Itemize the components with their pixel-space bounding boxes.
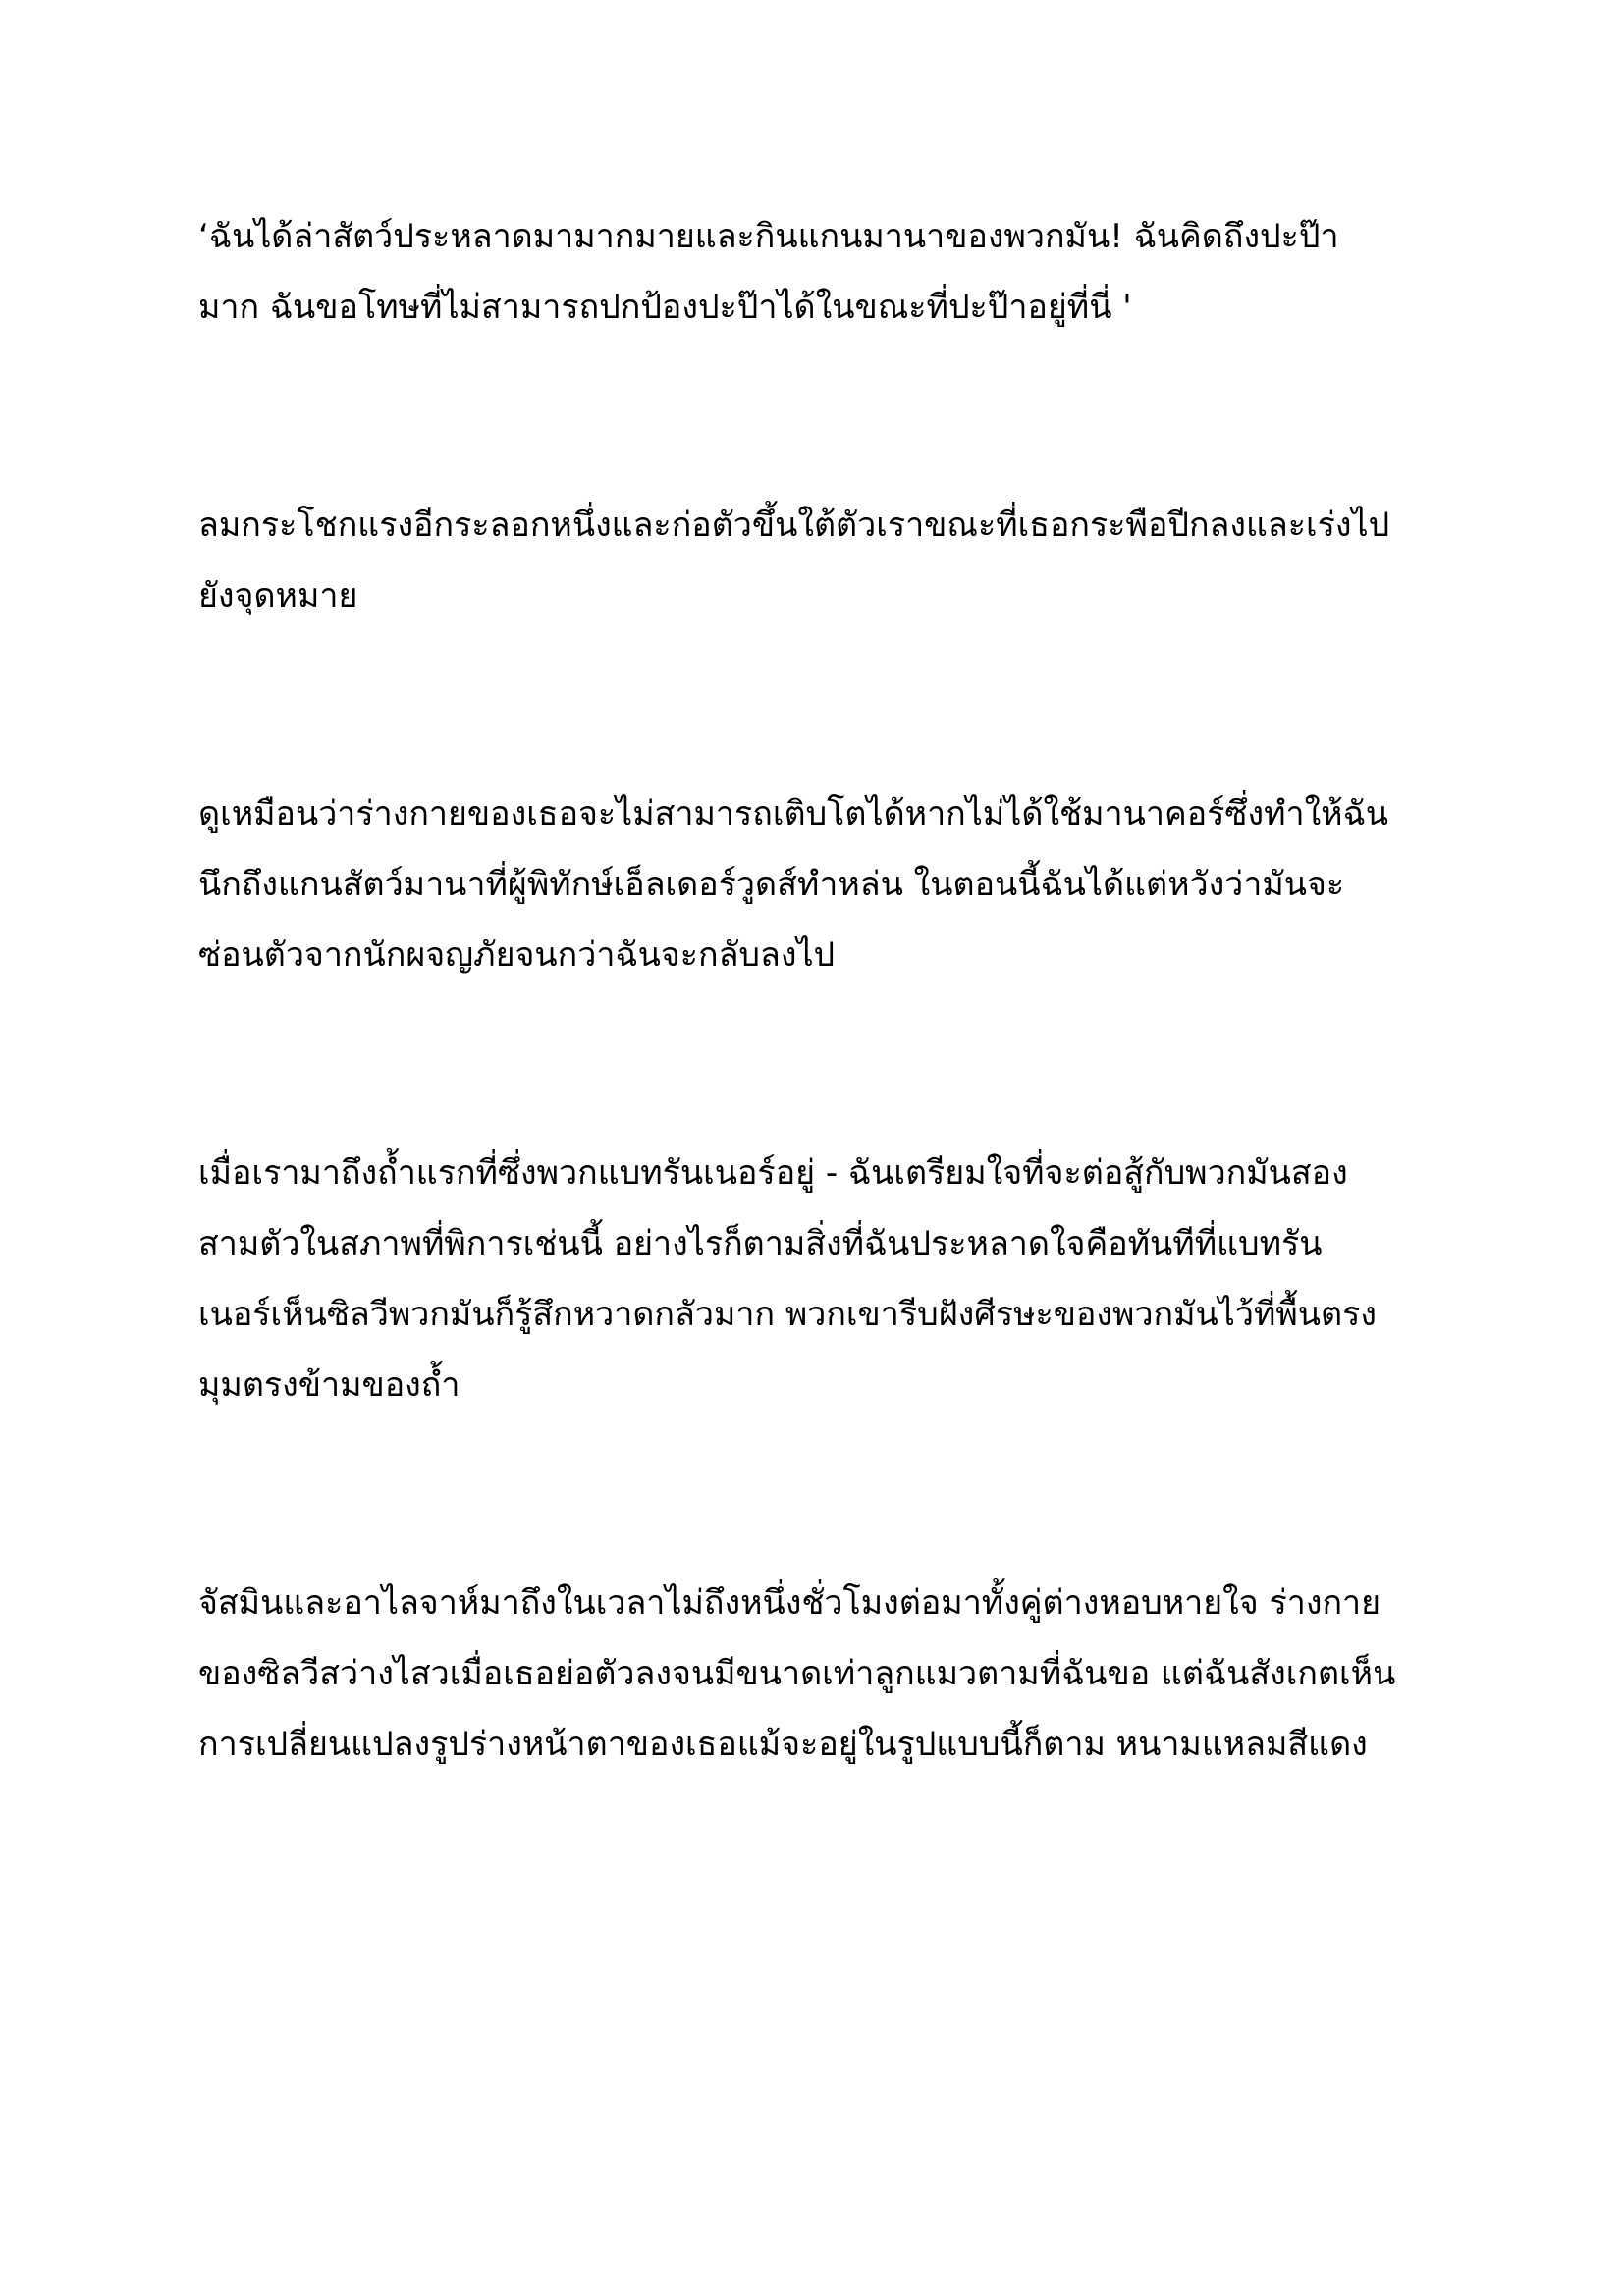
text-line: จัสมินและอาไลจาห์มาถึงในเวลาไม่ถึงหนึ่งชั่วโมงต่อมาทั้งคู่ต่างหอบหายใจ ร่างกาย xyxy=(198,1583,1381,1623)
text-line: ของซิลวีสว่างไสวเมื่อเธอย่อตัวลงจนมีขนาดเท่าลูกแมวตามที่ฉันขอ แต่ฉันสังเกตเห็น xyxy=(198,1654,1396,1693)
paragraph-4 xyxy=(198,1138,1445,1420)
text-line: สามตัวในสภาพที่พิการเช่นนี้ อย่างไรก็ตามสิ่งที่ฉันประหลาดใจคือทันทีที่แบทรัน xyxy=(198,1224,1323,1263)
text-line: เมื่อเรามาถึงถ้ำแรกที่ซึ่งพวกแบทรันเนอร์อยู่ - ฉันเตรียมใจที่จะต่อสู้กับพวกมันสอง xyxy=(198,1153,1348,1193)
text-line: ลมกระโชกแรงอีกระลอกหนึ่งและก่อตัวขึ้นใต้ตัวเราขณะที่เธอกระพือปีกลงและเร่งไป xyxy=(198,506,1390,545)
text-line: นึกถึงแกนสัตว์มานาที่ผู้พิทักษ์เอ็ลเดอร์วูดส์ทำหล่น ในตอนนี้ฉันได้แต่หวังว่ามันจะ xyxy=(198,865,1345,904)
paragraph-3 xyxy=(198,778,1445,990)
paragraph-2 xyxy=(198,490,1445,631)
text-line: การเปลี่ยนแปลงรูปร่างหน้าตาของเธอแม้จะอยู่ในรูปแบบนี้ก็ตาม หนามแหลมสีแดง xyxy=(198,1725,1368,1764)
text-body xyxy=(198,201,1445,1927)
text-line: ซ่อนตัวจากนักผจญภัยจนกว่าฉันจะกลับลงไป xyxy=(198,935,836,975)
paragraph-1 xyxy=(198,201,1445,343)
text-line: ยังจุดหมาย xyxy=(198,576,358,615)
text-line: เนอร์เห็นซิลวีพวกมันก็รู้สึกหวาดกลัวมาก พวกเขารีบฝังศีรษะของพวกมันไว้ที่พื้นตรง xyxy=(198,1295,1377,1334)
text-line: ‘ฉันได้ล่าสัตว์ประหลาดมามากมายและกินแกนมานาของพวกมัน! ฉันคิดถึงปะป๊า xyxy=(198,217,1339,256)
paragraph-5 xyxy=(198,1568,1445,1780)
text-line: ดูเหมือนว่าร่างกายของเธอจะไม่สามารถเติบโตได้หากไม่ได้ใช้มานาคอร์ซึ่งทำให้ฉัน xyxy=(198,794,1388,833)
text-line: มาก ฉันขอโทษที่ไม่สามารถปกป้องปะป๊าได้ในขณะที่ปะป๊าอยู่ที่นี่ ' xyxy=(198,288,1132,327)
text-line: มุมตรงข้ามของถ้ำ xyxy=(198,1365,460,1405)
